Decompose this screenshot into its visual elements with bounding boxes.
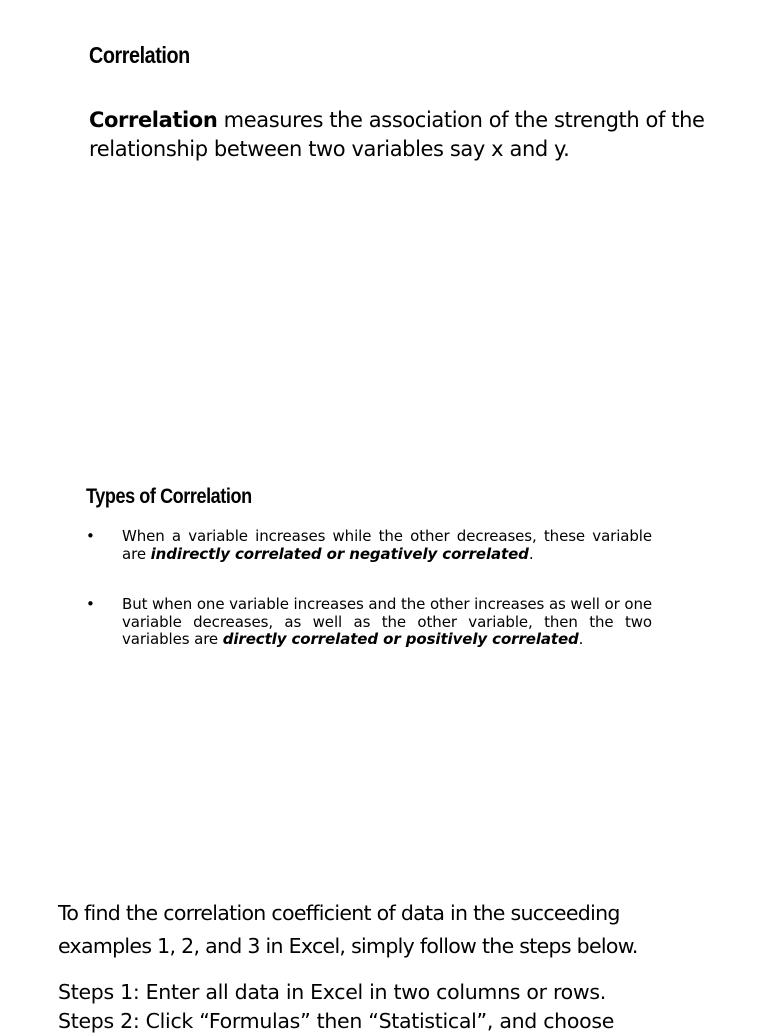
list-item-text-end: . bbox=[528, 544, 534, 563]
section-title-types-of-correlation: Types of Correlation bbox=[86, 485, 252, 508]
definition-text: measures the association of the strength of the relationship between two variables say x and y. bbox=[89, 108, 705, 161]
bullet-icon: • bbox=[86, 527, 95, 545]
excel-instructions-intro: To find the correlation coefficient of data in the succeeding examples 1, 2, and 3 in Excel, simply follow the steps below. bbox=[58, 901, 638, 958]
list-item-text: When a variable increases while the other decreases, these variable are bbox=[122, 527, 652, 563]
list-item-emphasis: directly correlated or positively correlated bbox=[222, 630, 579, 648]
list-item-negative-correlation bbox=[86, 528, 652, 563]
list-item-text: But when one variable increases and the other increases as well or one variable decreases, as well as the other variable, then the two variables are bbox=[122, 595, 652, 648]
list-item-text-end: . bbox=[578, 630, 584, 648]
bullet-icon: • bbox=[86, 595, 95, 613]
correlation-types-list bbox=[86, 528, 652, 649]
list-item-emphasis: indirectly correlated or negatively correlated bbox=[150, 544, 529, 563]
excel-steps bbox=[58, 978, 748, 1036]
list-item-positive-correlation bbox=[86, 596, 652, 649]
definition-term: Correlation bbox=[89, 108, 218, 132]
step-1: Steps 1: Enter all data in Excel in two columns or rows. bbox=[58, 980, 606, 1004]
section-title-correlation: Correlation bbox=[89, 42, 190, 68]
step-2: Steps 2: Click “Formulas” then “Statistical”, and choose bbox=[58, 1009, 615, 1033]
correlation-definition bbox=[89, 106, 709, 164]
